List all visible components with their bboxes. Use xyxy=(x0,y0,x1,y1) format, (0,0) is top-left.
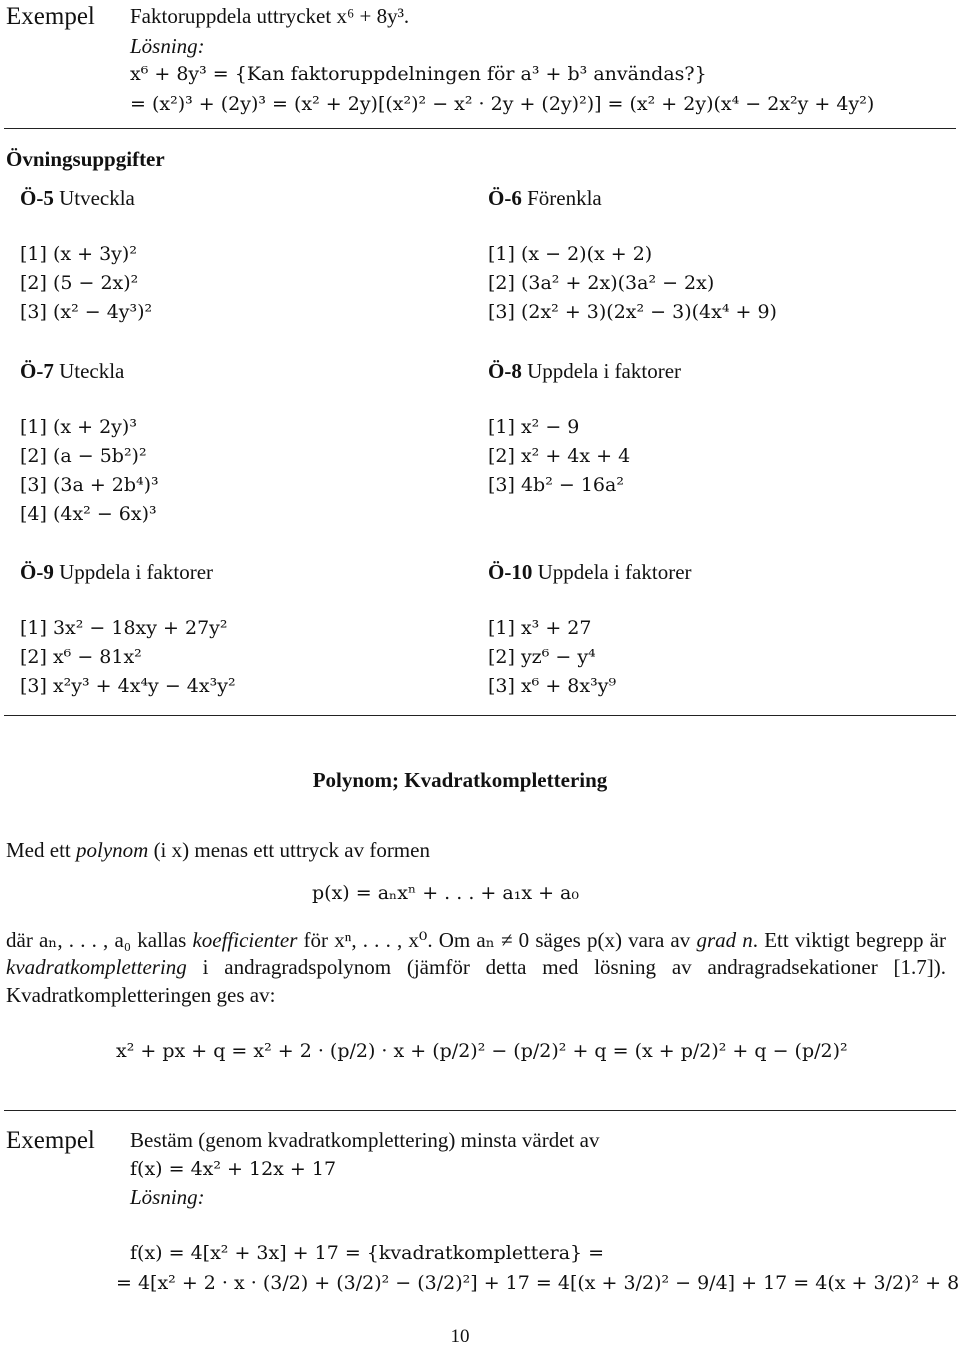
example-label: Exempel xyxy=(6,3,95,30)
example-task: Bestäm (genom kvadratkomplettering) minsta värdet av xyxy=(130,1128,600,1152)
exercise-item: [1] 3x² − 18xy + 27y² xyxy=(20,617,228,639)
para-text: i andragradspolynom (jämför detta med lösning av andragradsekationer [1.7]). Kvadratkompletteringen ges av: xyxy=(6,955,946,1007)
exercise-item: [2] x⁶ − 81x² xyxy=(20,646,142,668)
term-grad: grad n xyxy=(696,928,753,952)
solution-label: Lösning: xyxy=(130,34,205,58)
intro-text: (i x) menas ett uttryck av formen xyxy=(148,838,430,862)
exercise-title: Uppdela i faktorer xyxy=(59,560,214,584)
para-text: där aₙ, . . . , a₀ kallas xyxy=(6,928,193,952)
exercise-item: [3] (2x² + 3)(2x² − 3)(4x⁴ + 9) xyxy=(488,301,777,323)
solution-line: x⁶ + 8y³ = {Kan faktoruppdelningen för a³ + b³ användas?} xyxy=(130,63,707,85)
example-function: f(x) = 4x² + 12x + 17 xyxy=(130,1158,337,1180)
exercise-title: Uteckla xyxy=(59,359,125,383)
exercise-item: [1] (x + 3y)² xyxy=(20,243,137,265)
exercise-number: Ö-8 xyxy=(488,359,522,383)
exercise-number: Ö-5 xyxy=(20,186,54,210)
exercise-heading xyxy=(20,359,124,384)
exercise-item: [3] 4b² − 16a² xyxy=(488,474,624,496)
exercise-title: Uppdela i faktorer xyxy=(527,359,682,383)
example-task: Faktoruppdela uttrycket x⁶ + 8y³. xyxy=(130,4,410,28)
exercise-heading xyxy=(488,560,692,585)
section-title: Polynom; Kvadratkomplettering xyxy=(312,768,608,792)
exercise-title: Förenkla xyxy=(527,186,602,210)
definition-paragraph xyxy=(6,927,946,1009)
exercise-item: [2] x² + 4x + 4 xyxy=(488,445,631,467)
exercise-item: [1] (x − 2)(x + 2) xyxy=(488,243,653,265)
exercise-title: Uppdela i faktorer xyxy=(537,560,692,584)
solution-label: Lösning: xyxy=(130,1185,205,1209)
divider xyxy=(4,1110,956,1111)
intro-text: Med ett xyxy=(6,838,76,862)
divider xyxy=(4,715,956,716)
term-koefficienter: koefficienter xyxy=(192,928,298,952)
term-polynom: polynom xyxy=(75,838,149,862)
exercise-item: [3] x⁶ + 8x³y⁹ xyxy=(488,675,617,697)
exercise-item: [2] (a − 5b²)² xyxy=(20,445,147,467)
exercise-item: [3] (3a + 2b⁴)³ xyxy=(20,474,159,496)
term-kvadratkomplettering: kvadratkomplettering xyxy=(6,955,187,980)
exercise-item: [4] (4x² − 6x)³ xyxy=(20,503,157,525)
exercise-number: Ö-6 xyxy=(488,186,522,210)
divider xyxy=(4,128,956,129)
exercise-item: [2] (3a² + 2x)(3a² − 2x) xyxy=(488,272,715,294)
solution-line: = (x²)³ + (2y)³ = (x² + 2y)[(x²)² − x² · 2y + (2y)²)] = (x² + 2y)(x⁴ − 2x²y + 4y²) xyxy=(130,93,875,115)
exercise-title: Utveckla xyxy=(59,186,135,210)
polynomial-formula: p(x) = aₙxⁿ + . . . + a₁x + a₀ xyxy=(312,882,579,904)
exercise-item: [3] (x² − 4y³)² xyxy=(20,301,153,323)
exercise-item: [1] (x + 2y)³ xyxy=(20,416,137,438)
para-text: för xⁿ, . . . , x⁰. Om aₙ ≠ 0 säges p(x) vara av xyxy=(297,928,697,952)
exercise-number: Ö-10 xyxy=(488,560,533,584)
exercise-heading xyxy=(20,560,213,585)
example-label: Exempel xyxy=(6,1127,95,1154)
exercise-heading xyxy=(488,186,602,211)
completion-formula: x² + px + q = x² + 2 · (p/2) · x + (p/2)² − (p/2)² + q = (x + p/2)² + q − (p/2)² xyxy=(116,1040,848,1062)
exercise-item: [1] x³ + 27 xyxy=(488,617,592,639)
section-intro xyxy=(6,838,430,863)
exercise-item: [1] x² − 9 xyxy=(488,416,580,438)
exercise-heading xyxy=(20,186,135,211)
exercise-item: [2] (5 − 2x)² xyxy=(20,272,139,294)
exercise-heading xyxy=(488,359,681,384)
para-text: . Ett viktigt begrepp är xyxy=(752,928,946,952)
exercise-number: Ö-7 xyxy=(20,359,54,383)
exercise-item: [3] x²y³ + 4x⁴y − 4x³y² xyxy=(20,675,236,697)
solution-line: f(x) = 4[x² + 3x] + 17 = {kvadratkomplettera} = xyxy=(130,1242,605,1264)
exercise-item: [2] yz⁶ − y⁴ xyxy=(488,646,596,668)
exercises-heading: Övningsuppgifter xyxy=(6,147,165,171)
exercise-number: Ö-9 xyxy=(20,560,54,584)
page-number: 10 xyxy=(450,1326,470,1347)
solution-line: = 4[x² + 2 · x · (3/2) + (3/2)² − (3/2)²] + 17 = 4[(x + 3/2)² − 9/4] + 17 = 4(x + 3/2)² + 8 xyxy=(116,1272,960,1294)
